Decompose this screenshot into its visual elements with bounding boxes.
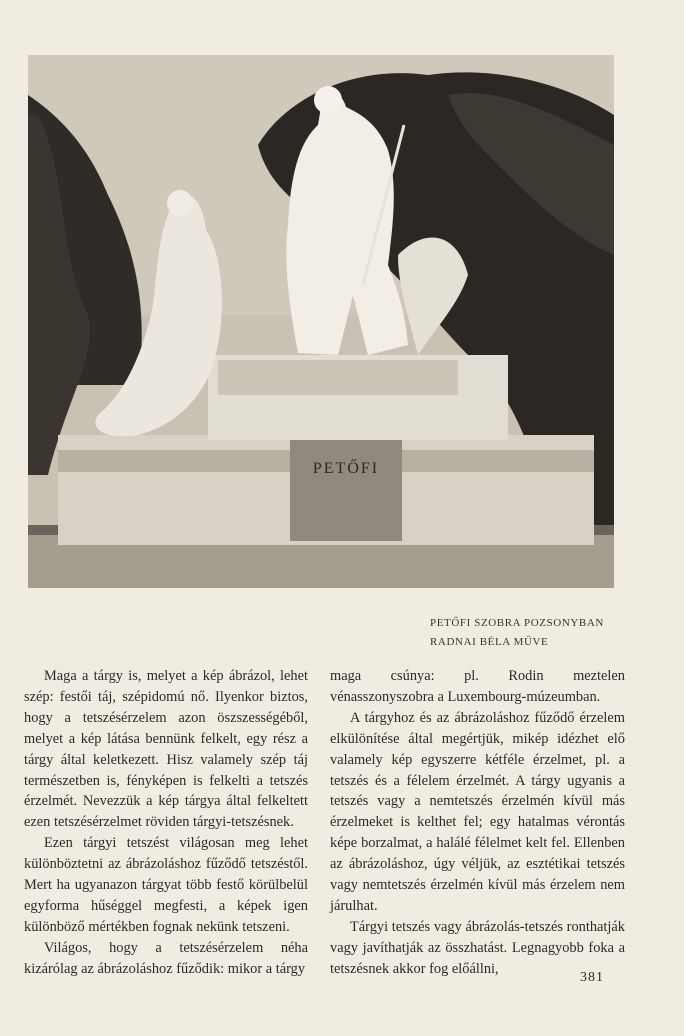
right-column [330,666,625,980]
page-number: 381 [580,970,604,985]
paragraph: maga csúnya: pl. Rodin meztelen vénasszonyszobra a Luxembourg-múzeumban. [330,668,625,705]
left-column [24,666,308,980]
figure-caption [430,614,630,652]
pedestal-inscription: PETŐFI [312,460,380,477]
statue-photo [28,55,614,588]
paragraph: A tárgyhoz és az ábrázoláshoz fűződő érzelem elkülönítése által megértjük, mikép idézhet elő valamely kép egyszerre kétféle érzelmet, pl. a tetszés és a félelem érzelmét. A tárgy ugyanis a tetszés vagy a nemtetszés érzelmén kívül más érzelmeket is kelthet fel; egy hatalmas vérontás képe borzalmat, a halálé félelmet kelt fel. Ellenben az ábrázoláshoz, úgy véljük, az esztétikai tetszés vagy nemtetszés érzelmén kívül más érzelem nem járulhat. [330,709,625,914]
caption-line-2: RADNAI BÉLA MŰVE [430,636,549,648]
statue-illustration [28,55,614,588]
paragraph: Maga a tárgy is, melyet a kép ábrázol, lehet szép: festői táj, szépidomú nő. Ilyenkor biztos, hogy a tetszésérzelem azon öszszességéből, melyet a kép látása bennünk felkelt, egy rész a tárgy által keletkezett. Hisz valamely szép táj természetben is, fényképen is felkelti a tetszés érzelmét. Nevezzük a kép tárgya által felkeltett ezen tetszésérzelmet röviden tárgyi-tetszésnek. [24,668,308,831]
caption-line-1: PETŐFI SZOBRA POZSONYBAN [430,617,604,629]
paragraph: Világos, hogy a tetszésérzelem néha kizárólag az ábrázoláshoz fűződik: mikor a tárgy [24,939,308,977]
paragraph: Tárgyi tetszés vagy ábrázolás-tetszés ronthatják vagy javíthatják az összhatást. Legnagyobb foka a tetszésnek akkor fog előállni, [330,918,625,977]
paragraph: Ezen tárgyi tetszést világosan meg lehet különböztetni az ábrázoláshoz fűződő tetszéstől. Mert ha ugyanazon tárgyat több festő körülbelül egyforma hűséggel megfesti, a képek igen különböző mértékben fognak nekünk tetszeni. [24,835,308,935]
